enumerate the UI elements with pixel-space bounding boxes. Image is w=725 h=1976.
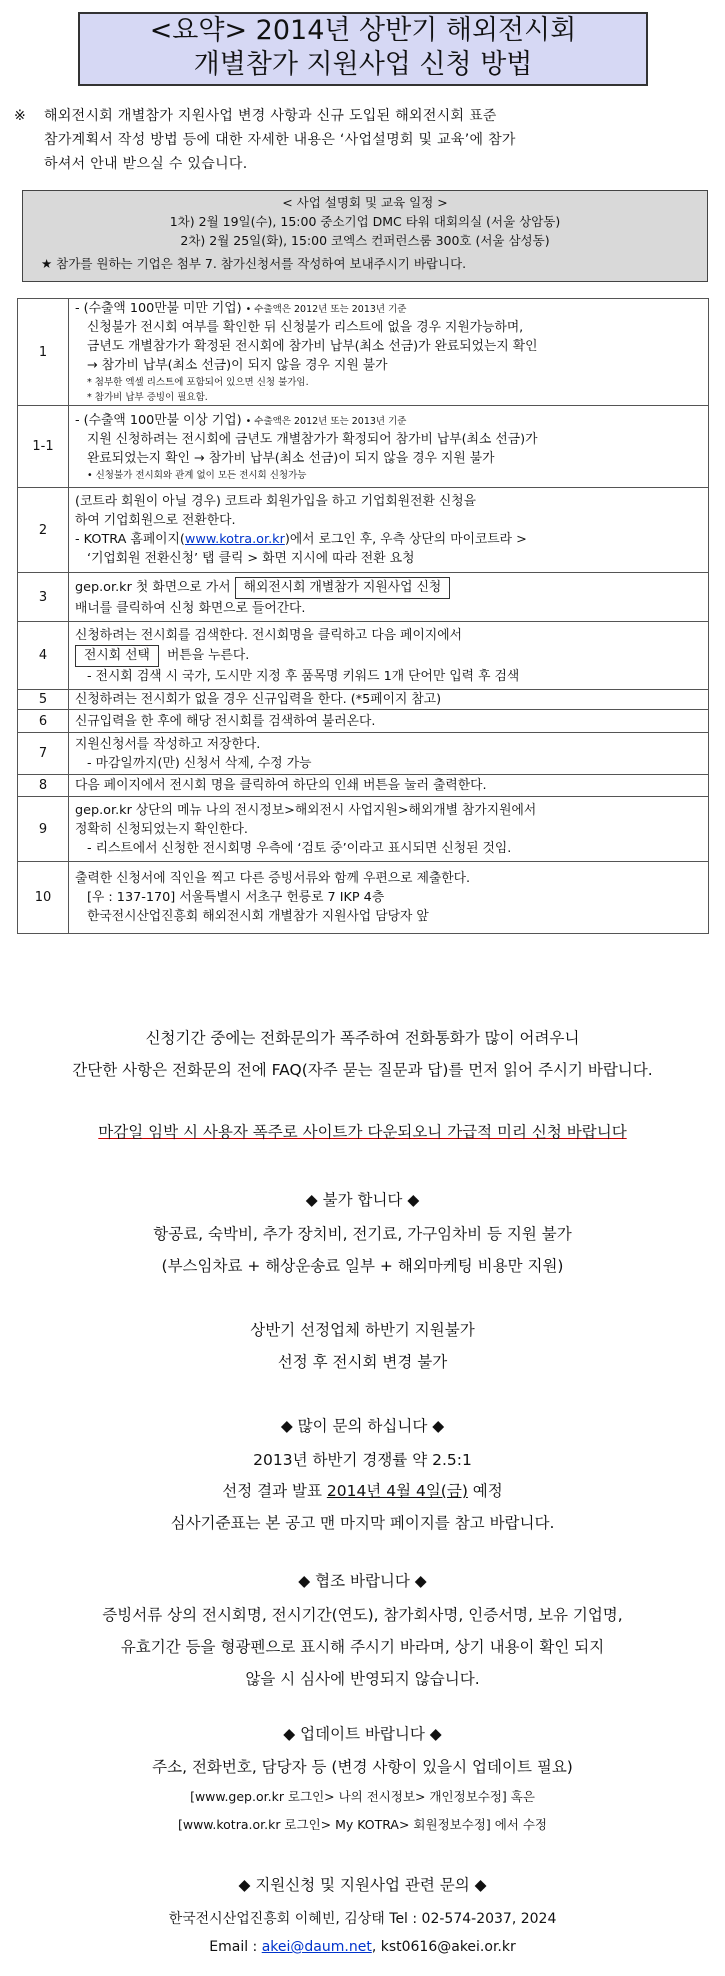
notice-line-2: 간단한 사항은 전화문의 전에 FAQ(자주 묻는 질문과 답)를 먼저 읽어 주시기 바랍니다. bbox=[72, 1061, 653, 1079]
table-row: 7 지원신청서를 작성하고 저장한다. - 마감일까지(만) 신청서 삭제, 수정 가능 bbox=[18, 733, 709, 775]
table-row: 10 출력한 신청서에 직인을 찍고 다른 증빙서류와 함께 우편으로 제출한다. [우 : 137-170] 서울특별시 서초구 헌릉로 7 IKP 4층 한국전시산업진흥회 해외전시회 개별참가 지원사업 담당자 앞 bbox=[18, 862, 709, 934]
update-header: ◆ 업데이트 바랍니다 ◆ bbox=[283, 1725, 442, 1743]
email-kst: kst0616@akei.or.kr bbox=[380, 1939, 516, 1955]
unavailable-header: ◆ 불가 합니다 ◆ bbox=[305, 1191, 420, 1209]
table-row: 8 다음 페이지에서 전시회 명을 클릭하여 하단의 인쇄 버튼을 눌러 출력한다. bbox=[18, 775, 709, 797]
apply-banner[interactable]: 해외전시회 개별참가 지원사업 신청 bbox=[235, 577, 451, 599]
email-link-akei[interactable]: akei@daum.net bbox=[261, 1939, 372, 1955]
schedule-first: 1차) 2월 19일(수), 15:00 중소기업 DMC 타워 대회의실 (서울 상암동) bbox=[169, 214, 561, 229]
inquiry-header: ◆ 많이 문의 하십니다 ◆ bbox=[280, 1417, 445, 1435]
table-row: 2 (코트라 회원이 아닐 경우) 코트라 회원가입을 하고 기업회원전환 신청을 하여 기업회원으로 전환한다. - KOTRA 홈페이지(www.kotra.or.kr)에서 로그인 후, 우측 상단의 마이코트라 > ‘기업회원 전환신청’ 탭 클릭 > 화면 지시에 따라 전환 요청 bbox=[18, 488, 709, 573]
cooperation-header: ◆ 협조 바랍니다 ◆ bbox=[298, 1572, 427, 1590]
contact-header: ◆ 지원신청 및 지원사업 관련 문의 ◆ bbox=[238, 1876, 487, 1894]
title-line-2: 개별참가 지원사업 신청 방법 bbox=[193, 49, 533, 80]
table-row: 6 신규입력을 한 후에 해당 전시회를 검색하여 불러온다. bbox=[18, 710, 709, 733]
kotra-link[interactable]: www.kotra.or.kr bbox=[184, 532, 285, 547]
intro-note: ※ 해외전시회 개별참가 지원사업 변경 사항과 신규 도입된 해외전시회 표준 참가계획서 작성 방법 등에 대한 자세한 내용은 ‘사업설명회 및 교육’에 참가 하셔서 안내 받으실 수 있습니다. bbox=[14, 104, 714, 176]
steps-table bbox=[17, 298, 709, 934]
table-row: 5 신청하려는 전시회가 없을 경우 신규입력을 한다. (*5페이지 참고) bbox=[18, 690, 709, 710]
schedule-box bbox=[22, 190, 708, 282]
reference-mark-icon: ※ bbox=[14, 108, 26, 124]
notice-line-1: 신청기간 중에는 전화문의가 폭주하여 전화통화가 많이 어려우니 bbox=[145, 1029, 580, 1047]
table-row: 1 - (수출액 100만불 미만 기업) • 수출액은 2012년 또는 2013년 기준 신청불가 전시회 여부를 확인한 뒤 신청불가 리스트에 없을 경우 지원가능하며, 금년도 개별참가가 확정된 전시회에 참가비 납부(최소 선금)가 완료되었는지 확인 → 참가비 납부(최소 선금)이 되지 않을 경우 지원 불가 * 첨부한 엑셀 리스트에 포함되어 있으면 신청 불가임. * 참가비 납부 증빙이 필요함. bbox=[18, 299, 709, 406]
select-exhibition-button[interactable]: 전시회 선택 bbox=[75, 645, 159, 667]
table-row: 3 gep.or.kr 첫 화면으로 가서 해외전시회 개별참가 지원사업 신청 배너를 클릭하여 신청 화면으로 들어간다. bbox=[18, 573, 709, 622]
table-row: 4 신청하려는 전시회를 검색한다. 전시회명을 클릭하고 다음 페이지에서 전시회 선택 버튼을 누른다. - 전시회 검색 시 국가, 도시만 지정 후 품목명 키워드 1개 단어만 입력 후 검색 bbox=[18, 622, 709, 690]
page-title bbox=[78, 12, 648, 86]
schedule-second: 2차) 2월 25일(화), 15:00 코엑스 컨퍼런스룸 300호 (서울 삼성동) bbox=[180, 233, 550, 248]
announcement-date: 2014년 4월 4일(금) bbox=[326, 1482, 468, 1500]
schedule-note: ★ 참가를 원하는 기업은 첨부 7. 참가신청서를 작성하여 보내주시기 바랍니다. bbox=[41, 256, 467, 271]
table-row: 9 gep.or.kr 상단의 메뉴 나의 전시정보>해외전시 사업지원>해외개별 참가지원에서 정확히 신청되었는지 확인한다. - 리스트에서 신청한 전시회명 우측에 ‘검토 중’이라고 표시되면 신청된 것임. bbox=[18, 797, 709, 862]
deadline-warning: 마감일 임박 시 사용자 폭주로 사이트가 다운되오니 가급적 미리 신청 바랍니다 bbox=[98, 1123, 627, 1141]
schedule-header: < 사업 설명회 및 교육 일정 > bbox=[282, 195, 448, 210]
title-line-1: <요약> 2014년 상반기 해외전시회 bbox=[149, 15, 577, 46]
table-row: 1-1 - (수출액 100만불 이상 기업) • 수출액은 2012년 또는 2013년 기준 지원 신청하려는 전시회에 금년도 개별참가가 확정되어 참가비 납부(최소 선금)가 완료되었는지 확인 → 참가비 납부(최소 선금)이 되지 않을 경우 지원 불가 • 신청불가 전시회와 관계 없이 모든 전시회 신청가능 bbox=[18, 406, 709, 488]
